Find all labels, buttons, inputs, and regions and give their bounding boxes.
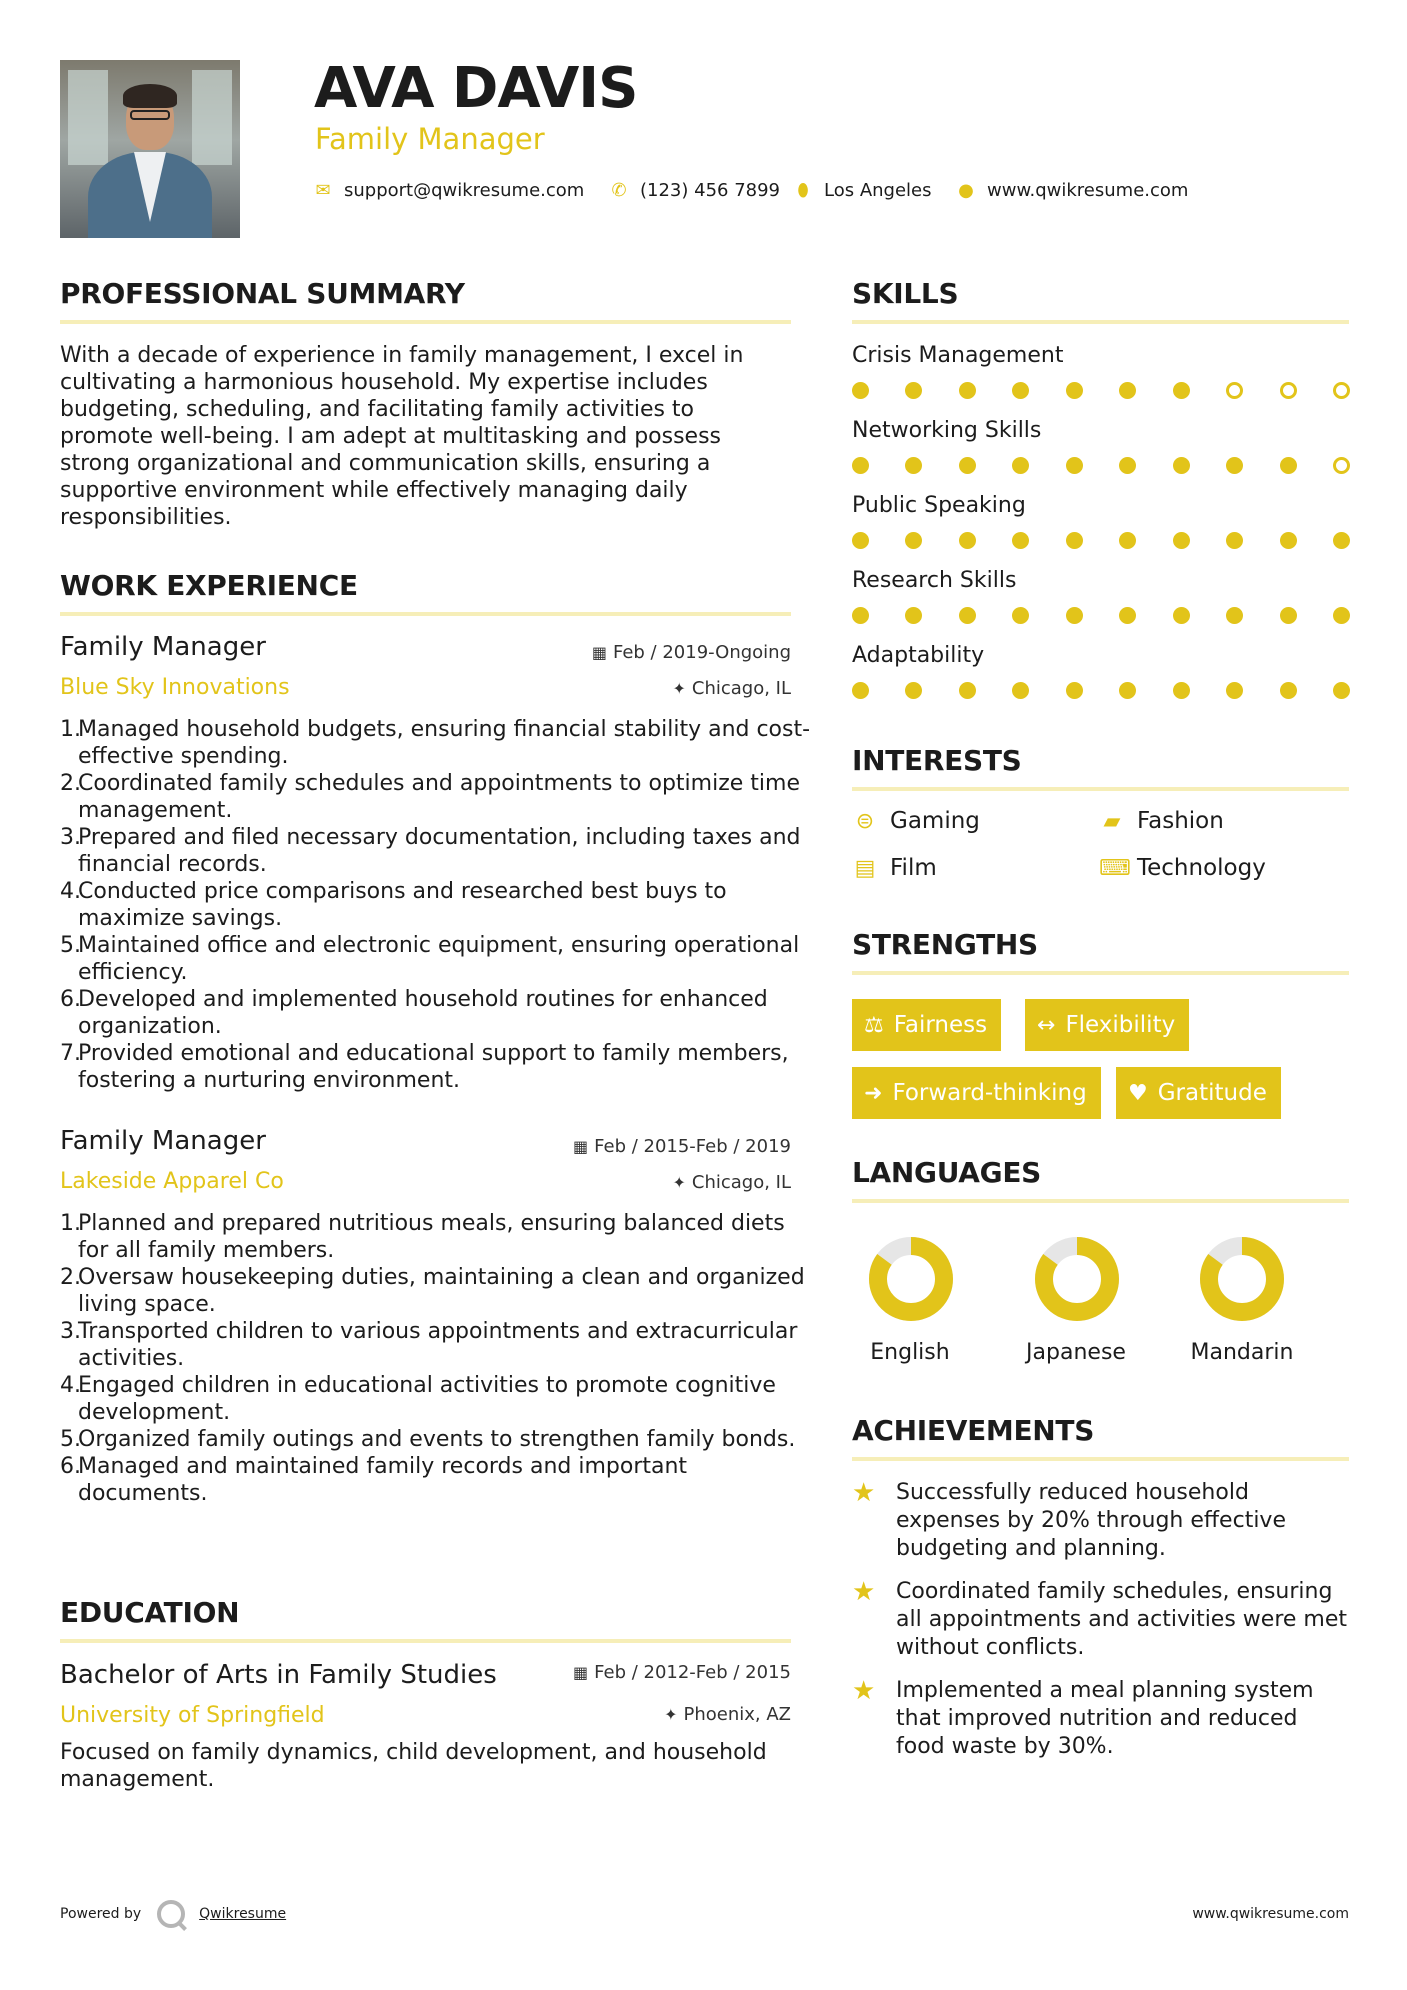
- skill-dot-filled: [852, 382, 869, 399]
- skill-dot-empty: [1333, 382, 1350, 399]
- skills-heading: SKILLS: [852, 277, 959, 310]
- achievement-text: Implemented a meal planning system that improved nutrition and reduced food waste by 30%.: [896, 1678, 1314, 1759]
- footer-powered-by: [60, 1900, 286, 1928]
- job-location: [672, 678, 791, 699]
- job-location-text: Chicago, IL: [691, 678, 791, 699]
- balance-scale-icon: ⚖: [864, 1012, 884, 1038]
- star-icon: ★: [852, 1478, 876, 1508]
- summary-heading: PROFESSIONAL SUMMARY: [60, 277, 465, 310]
- job-dates: [573, 1136, 791, 1157]
- list-item: Provided emotional and educational support to family members, fostering a nurturing environment.: [78, 1041, 789, 1093]
- skill-name: Research Skills: [852, 568, 1017, 593]
- skill-dot-filled: [1173, 382, 1190, 399]
- skill-dot-filled: [1333, 532, 1350, 549]
- contact-website[interactable]: [957, 180, 1188, 201]
- job-location-text: Chicago, IL: [691, 1172, 791, 1193]
- achievements-heading: ACHIEVEMENTS: [852, 1414, 1095, 1447]
- education-dates-text: Feb / 2012-Feb / 2015: [594, 1662, 791, 1683]
- star-icon: ★: [852, 1577, 876, 1607]
- achievement-item: [852, 1677, 1352, 1761]
- skill-dot-filled: [1119, 457, 1136, 474]
- film-icon: ▤: [854, 855, 876, 881]
- skill-rating: [852, 682, 1350, 699]
- education-heading: EDUCATION: [60, 1596, 240, 1629]
- skill-dot-filled: [959, 682, 976, 699]
- skill-dot-filled: [1119, 382, 1136, 399]
- skill-dot-filled: [1280, 457, 1297, 474]
- job-dates-text: Feb / 2015-Feb / 2019: [594, 1136, 791, 1157]
- skill-dot-filled: [1012, 532, 1029, 549]
- skill-dot-filled: [1012, 382, 1029, 399]
- job-title: Family Manager: [60, 632, 266, 662]
- list-item: Planned and prepared nutritious meals, ensuring balanced diets for all family members.: [78, 1211, 785, 1263]
- arrows-horizontal-icon: ↔: [1037, 1012, 1056, 1038]
- skill-dot-filled: [1066, 457, 1083, 474]
- skill-dot-filled: [1226, 457, 1243, 474]
- list-item: Engaged children in educational activities to promote cognitive development.: [78, 1373, 776, 1425]
- envelope-icon: ✉: [315, 180, 331, 201]
- skill-dot-filled: [1012, 457, 1029, 474]
- calendar-icon: ▦: [573, 1663, 589, 1682]
- skill-dot-filled: [905, 457, 922, 474]
- skill-rating: [852, 382, 1350, 399]
- skill-dot-filled: [1173, 532, 1190, 549]
- list-item: Transported children to various appointments and extracurricular activities.: [78, 1319, 798, 1371]
- skill-dot-filled: [1066, 607, 1083, 624]
- laptop-icon: ⌨: [1099, 855, 1131, 881]
- email-text: support@qwikresume.com: [344, 180, 585, 201]
- location-text: Los Angeles: [824, 180, 932, 201]
- skill-dot-filled: [959, 382, 976, 399]
- skill-dot-filled: [1119, 532, 1136, 549]
- list-item: Managed and maintained family records and important documents.: [78, 1454, 688, 1506]
- list-item: Organized family outings and events to strengthen family bonds.: [78, 1427, 796, 1452]
- interests-rule: [852, 787, 1349, 791]
- arrow-right-icon: ➜: [864, 1080, 883, 1106]
- pin-icon: ✦: [672, 1173, 686, 1192]
- list-item: Oversaw housekeeping duties, maintaining a clean and organized living space.: [78, 1265, 805, 1317]
- skill-dot-filled: [1119, 682, 1136, 699]
- interest-gaming: [852, 808, 980, 834]
- candidate-role: Family Manager: [315, 122, 545, 156]
- skill-dot-filled: [1173, 682, 1190, 699]
- languages-heading: LANGUAGES: [852, 1156, 1042, 1189]
- languages-rule: [852, 1199, 1349, 1203]
- skill-dot-filled: [1066, 682, 1083, 699]
- skill-dot-filled: [1173, 607, 1190, 624]
- contact-phone[interactable]: [610, 180, 780, 201]
- skill-dot-filled: [1226, 532, 1243, 549]
- strength-label: Fairness: [893, 1012, 988, 1038]
- list-item: Prepared and filed necessary documentation, including taxes and financial records.: [78, 825, 801, 877]
- pin-icon: ✦: [664, 1705, 678, 1724]
- education-dates: [573, 1662, 791, 1683]
- work-heading: WORK EXPERIENCE: [60, 569, 358, 602]
- list-item: Conducted price comparisons and researched best buys to maximize savings.: [78, 879, 727, 931]
- interest-label: Technology: [1137, 855, 1266, 881]
- strength-gratitude: [1116, 1067, 1281, 1119]
- education-rule: [60, 1639, 791, 1643]
- skill-dot-filled: [852, 607, 869, 624]
- skill-dot-empty: [1333, 457, 1350, 474]
- work-rule: [60, 612, 791, 616]
- strengths-rule: [852, 971, 1349, 975]
- skill-dot-filled: [959, 607, 976, 624]
- language-label: Japanese: [1026, 1340, 1126, 1365]
- language-label: Mandarin: [1190, 1340, 1294, 1365]
- summary-rule: [60, 320, 791, 324]
- skill-dot-filled: [1333, 682, 1350, 699]
- gamepad-icon: ⊜: [855, 808, 875, 834]
- achievements-rule: [852, 1457, 1349, 1461]
- heart-icon: ♥: [1128, 1080, 1148, 1106]
- skill-name: Adaptability: [852, 643, 985, 668]
- job-duties-list: [60, 1210, 814, 1507]
- skill-dot-filled: [1226, 682, 1243, 699]
- calendar-icon: ▦: [573, 1137, 589, 1156]
- skill-dot-filled: [1173, 457, 1190, 474]
- skill-rating: [852, 457, 1350, 474]
- website-text: www.qwikresume.com: [987, 180, 1189, 201]
- strengths-heading: STRENGTHS: [852, 928, 1038, 961]
- profile-photo: [60, 60, 240, 238]
- skill-dot-filled: [905, 382, 922, 399]
- skill-dot-filled: [905, 532, 922, 549]
- achievement-text: Coordinated family schedules, ensuring all appointments and activities were met without conflicts.: [896, 1579, 1348, 1660]
- strength-label: Flexibility: [1065, 1012, 1176, 1038]
- powered-by-text: Powered by: [60, 1906, 142, 1922]
- job-company: Blue Sky Innovations: [60, 675, 290, 700]
- globe-icon: ●: [958, 180, 974, 201]
- achievement-item: [852, 1479, 1352, 1563]
- job-location: [672, 1172, 791, 1193]
- job-title: Family Manager: [60, 1126, 266, 1156]
- job-dates: [592, 642, 791, 663]
- phone-text: (123) 456 7899: [640, 180, 781, 201]
- skills-rule: [852, 320, 1349, 324]
- education-location-text: Phoenix, AZ: [683, 1704, 791, 1725]
- skill-dot-filled: [905, 682, 922, 699]
- language-donut-english: [868, 1236, 954, 1322]
- interest-label: Film: [890, 855, 937, 881]
- skill-dot-filled: [1226, 607, 1243, 624]
- school-name: University of Springfield: [60, 1703, 325, 1728]
- calendar-icon: ▦: [591, 643, 607, 662]
- job-company: Lakeside Apparel Co: [60, 1169, 284, 1194]
- language-donut-mandarin: [1199, 1236, 1285, 1322]
- map-marker-icon: ⬮: [797, 180, 809, 201]
- skill-dot-empty: [1226, 382, 1243, 399]
- contact-email[interactable]: [314, 180, 584, 201]
- skill-dot-filled: [1012, 607, 1029, 624]
- skill-name: Networking Skills: [852, 418, 1042, 443]
- skill-dot-filled: [959, 532, 976, 549]
- list-item: Developed and implemented household routines for enhanced organization.: [78, 987, 768, 1039]
- skill-dot-filled: [1280, 682, 1297, 699]
- interest-film: [852, 855, 937, 881]
- skill-rating: [852, 607, 1350, 624]
- list-item: Coordinated family schedules and appointments to optimize time management.: [78, 771, 800, 823]
- shopping-bag-icon: ▰: [1103, 808, 1121, 834]
- achievement-item: [852, 1578, 1352, 1662]
- skill-dot-filled: [1280, 532, 1297, 549]
- skill-dot-filled: [852, 532, 869, 549]
- list-item: Managed household budgets, ensuring financial stability and cost-effective spending.: [78, 717, 811, 769]
- qwikresume-logo-icon: [157, 1900, 185, 1928]
- interest-label: Gaming: [890, 808, 980, 834]
- skill-name: Public Speaking: [852, 493, 1026, 518]
- education-location: [664, 1704, 791, 1725]
- skill-rating: [852, 532, 1350, 549]
- strength-forward-thinking: [852, 1067, 1101, 1119]
- interest-fashion: [1099, 808, 1224, 834]
- skill-dot-filled: [1280, 607, 1297, 624]
- interest-technology: [1099, 855, 1266, 881]
- skill-dot-filled: [905, 607, 922, 624]
- skill-dot-filled: [1066, 382, 1083, 399]
- skill-name: Crisis Management: [852, 343, 1064, 368]
- interests-heading: INTERESTS: [852, 744, 1022, 777]
- candidate-name: AVA DAVIS: [314, 56, 638, 121]
- skill-dot-empty: [1280, 382, 1297, 399]
- job-dates-text: Feb / 2019-Ongoing: [612, 642, 791, 663]
- skill-dot-filled: [1012, 682, 1029, 699]
- strength-label: Gratitude: [1157, 1080, 1267, 1106]
- skill-dot-filled: [959, 457, 976, 474]
- strength-label: Forward-thinking: [892, 1080, 1087, 1106]
- list-item: Maintained office and electronic equipment, ensuring operational efficiency.: [78, 933, 800, 985]
- summary-text: With a decade of experience in family management, I excel in cultivating a harmonious household. My expertise includes budgeting, scheduling, and facilitating family activities to promote well-being. I am adept at multitasking and possess strong organizational and communication skills, ensuring a supportive environment while effectively managing daily responsibilities.: [60, 343, 744, 530]
- footer-site-link[interactable]: www.qwikresume.com: [1192, 1906, 1349, 1922]
- contact-location: [794, 180, 932, 201]
- skill-dot-filled: [1119, 607, 1136, 624]
- interest-label: Fashion: [1137, 808, 1224, 834]
- star-icon: ★: [852, 1676, 876, 1706]
- education-description: Focused on family dynamics, child development, and household management.: [60, 1740, 767, 1792]
- skill-dot-filled: [852, 682, 869, 699]
- skill-dot-filled: [852, 457, 869, 474]
- job-duties-list: [60, 716, 814, 1094]
- language-label: English: [870, 1340, 950, 1365]
- phone-icon: ✆: [611, 180, 627, 201]
- skill-dot-filled: [1066, 532, 1083, 549]
- degree-title: Bachelor of Arts in Family Studies: [60, 1660, 497, 1690]
- language-donut-japanese: [1034, 1236, 1120, 1322]
- brand-link[interactable]: Qwikresume: [199, 1906, 287, 1922]
- achievement-text: Successfully reduced household expenses by 20% through effective budgeting and planning.: [896, 1480, 1286, 1561]
- skill-dot-filled: [1333, 607, 1350, 624]
- pin-icon: ✦: [672, 679, 686, 698]
- strength-fairness: [852, 999, 1001, 1051]
- strength-flexibility: [1025, 999, 1189, 1051]
